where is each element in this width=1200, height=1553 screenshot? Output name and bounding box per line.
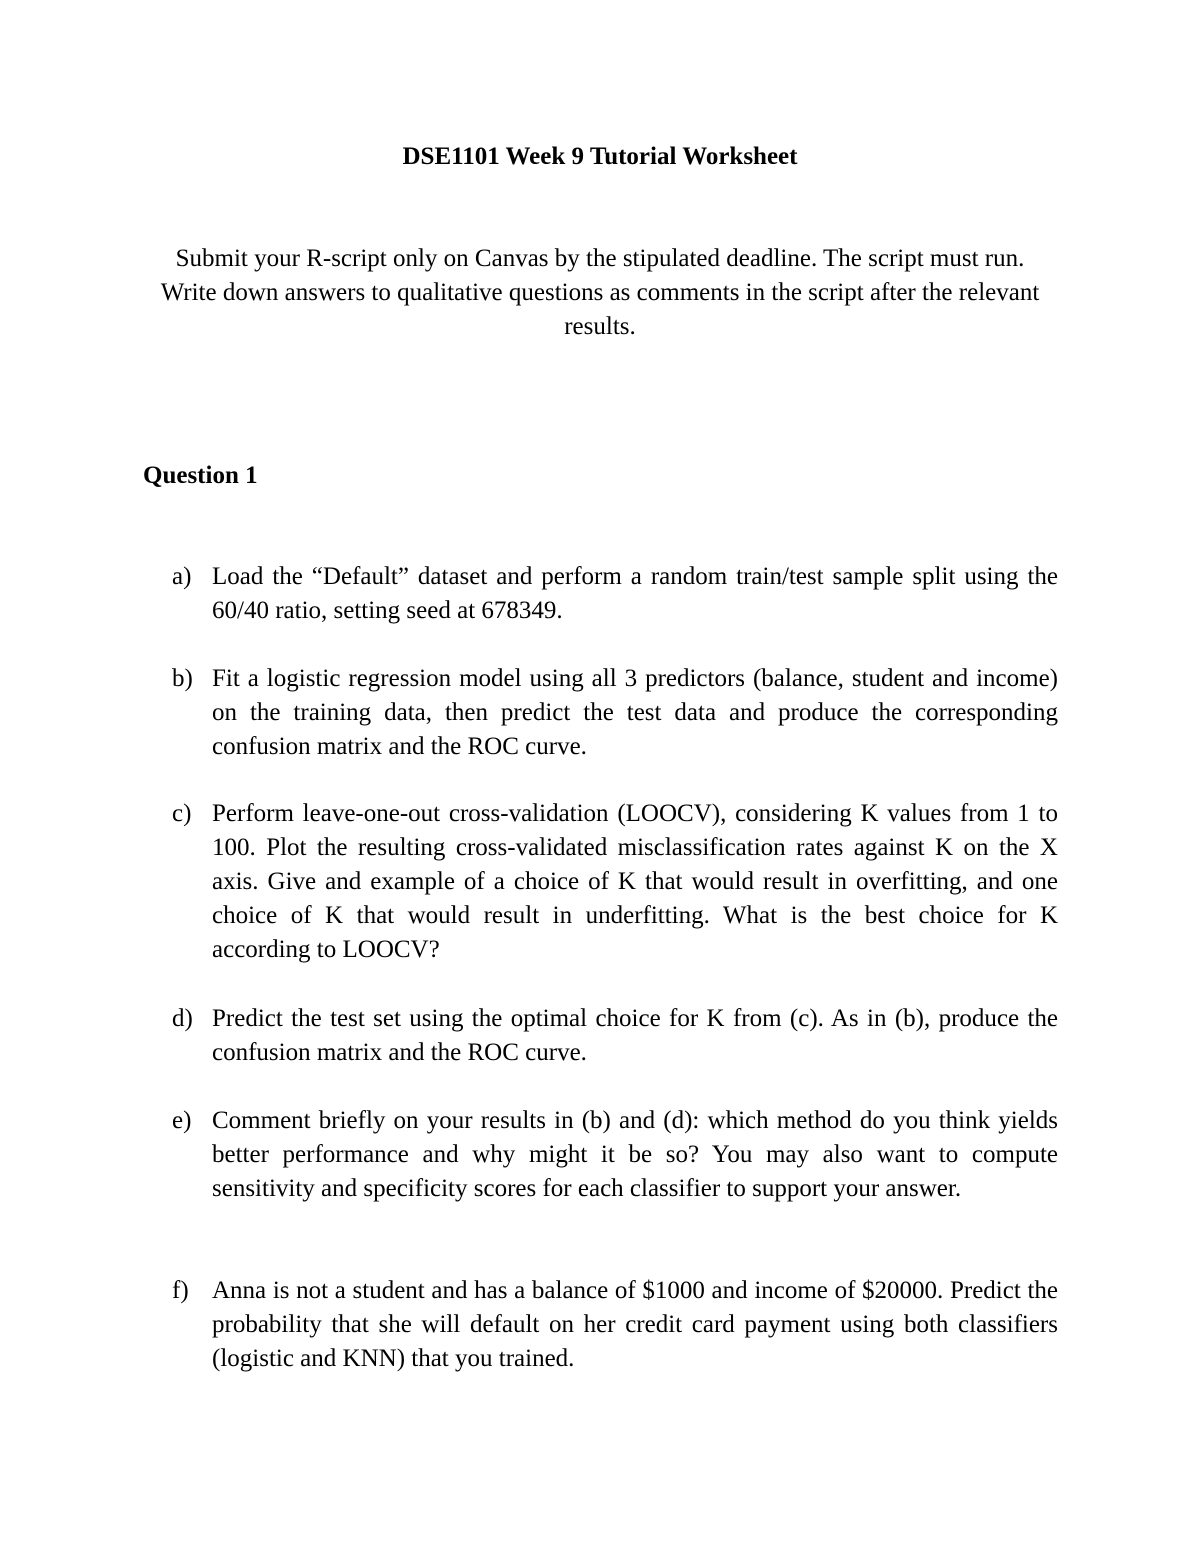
part-text: Perform leave-one-out cross-validation (LOOCV), considering K values from 1 to 100. Plot the resulting cross-validated misclassification rates against K on the X axis. Give and example of a choice of K that would result in overfitting, and one choice of K that would result in underfitting. What is the best choice for K according to LOOCV? [212, 800, 1058, 963]
part-marker: e) [172, 1107, 192, 1134]
part-text: Predict the test set using the optimal choice for K from (c). As in (b), produce the confusion matrix and the ROC curve. [212, 1005, 1058, 1066]
question-part-d [172, 1002, 1058, 1070]
part-text: Comment briefly on your results in (b) and (d): which method do you think yields better performance and why might it be so? You may also want to compute sensitivity and specificity scores for each classifier to support your answer. [212, 1107, 1058, 1202]
question-part-f [172, 1274, 1058, 1376]
part-text: Fit a logistic regression model using all 3 predictors (balance, student and income) on the training data, then predict the test data and produce the corresponding confusion matrix and the ROC curve. [212, 665, 1058, 760]
part-text: Load the “Default” dataset and perform a random train/test sample split using the 60/40 ratio, setting seed at 678349. [212, 563, 1058, 624]
document-title: DSE1101 Week 9 Tutorial Worksheet [402, 143, 798, 170]
part-marker: c) [172, 800, 192, 827]
question-part-c [172, 797, 1058, 967]
part-marker: d) [172, 1005, 193, 1032]
question-part-e [172, 1104, 1058, 1206]
part-marker: f) [172, 1277, 189, 1304]
part-text: Anna is not a student and has a balance of $1000 and income of $20000. Predict the probability that she will default on her credit card payment using both classifiers (logistic and KNN) that you trained. [212, 1277, 1058, 1372]
part-marker: b) [172, 665, 193, 692]
part-marker: a) [172, 563, 192, 590]
submission-instructions: Submit your R-script only on Canvas by the stipulated deadline. The script must run. Write down answers to qualitative questions as comments in the script after the relevant results. [160, 245, 1040, 340]
question-part-a [172, 560, 1058, 628]
question-heading: Question 1 [143, 462, 258, 489]
question-part-b [172, 662, 1058, 764]
